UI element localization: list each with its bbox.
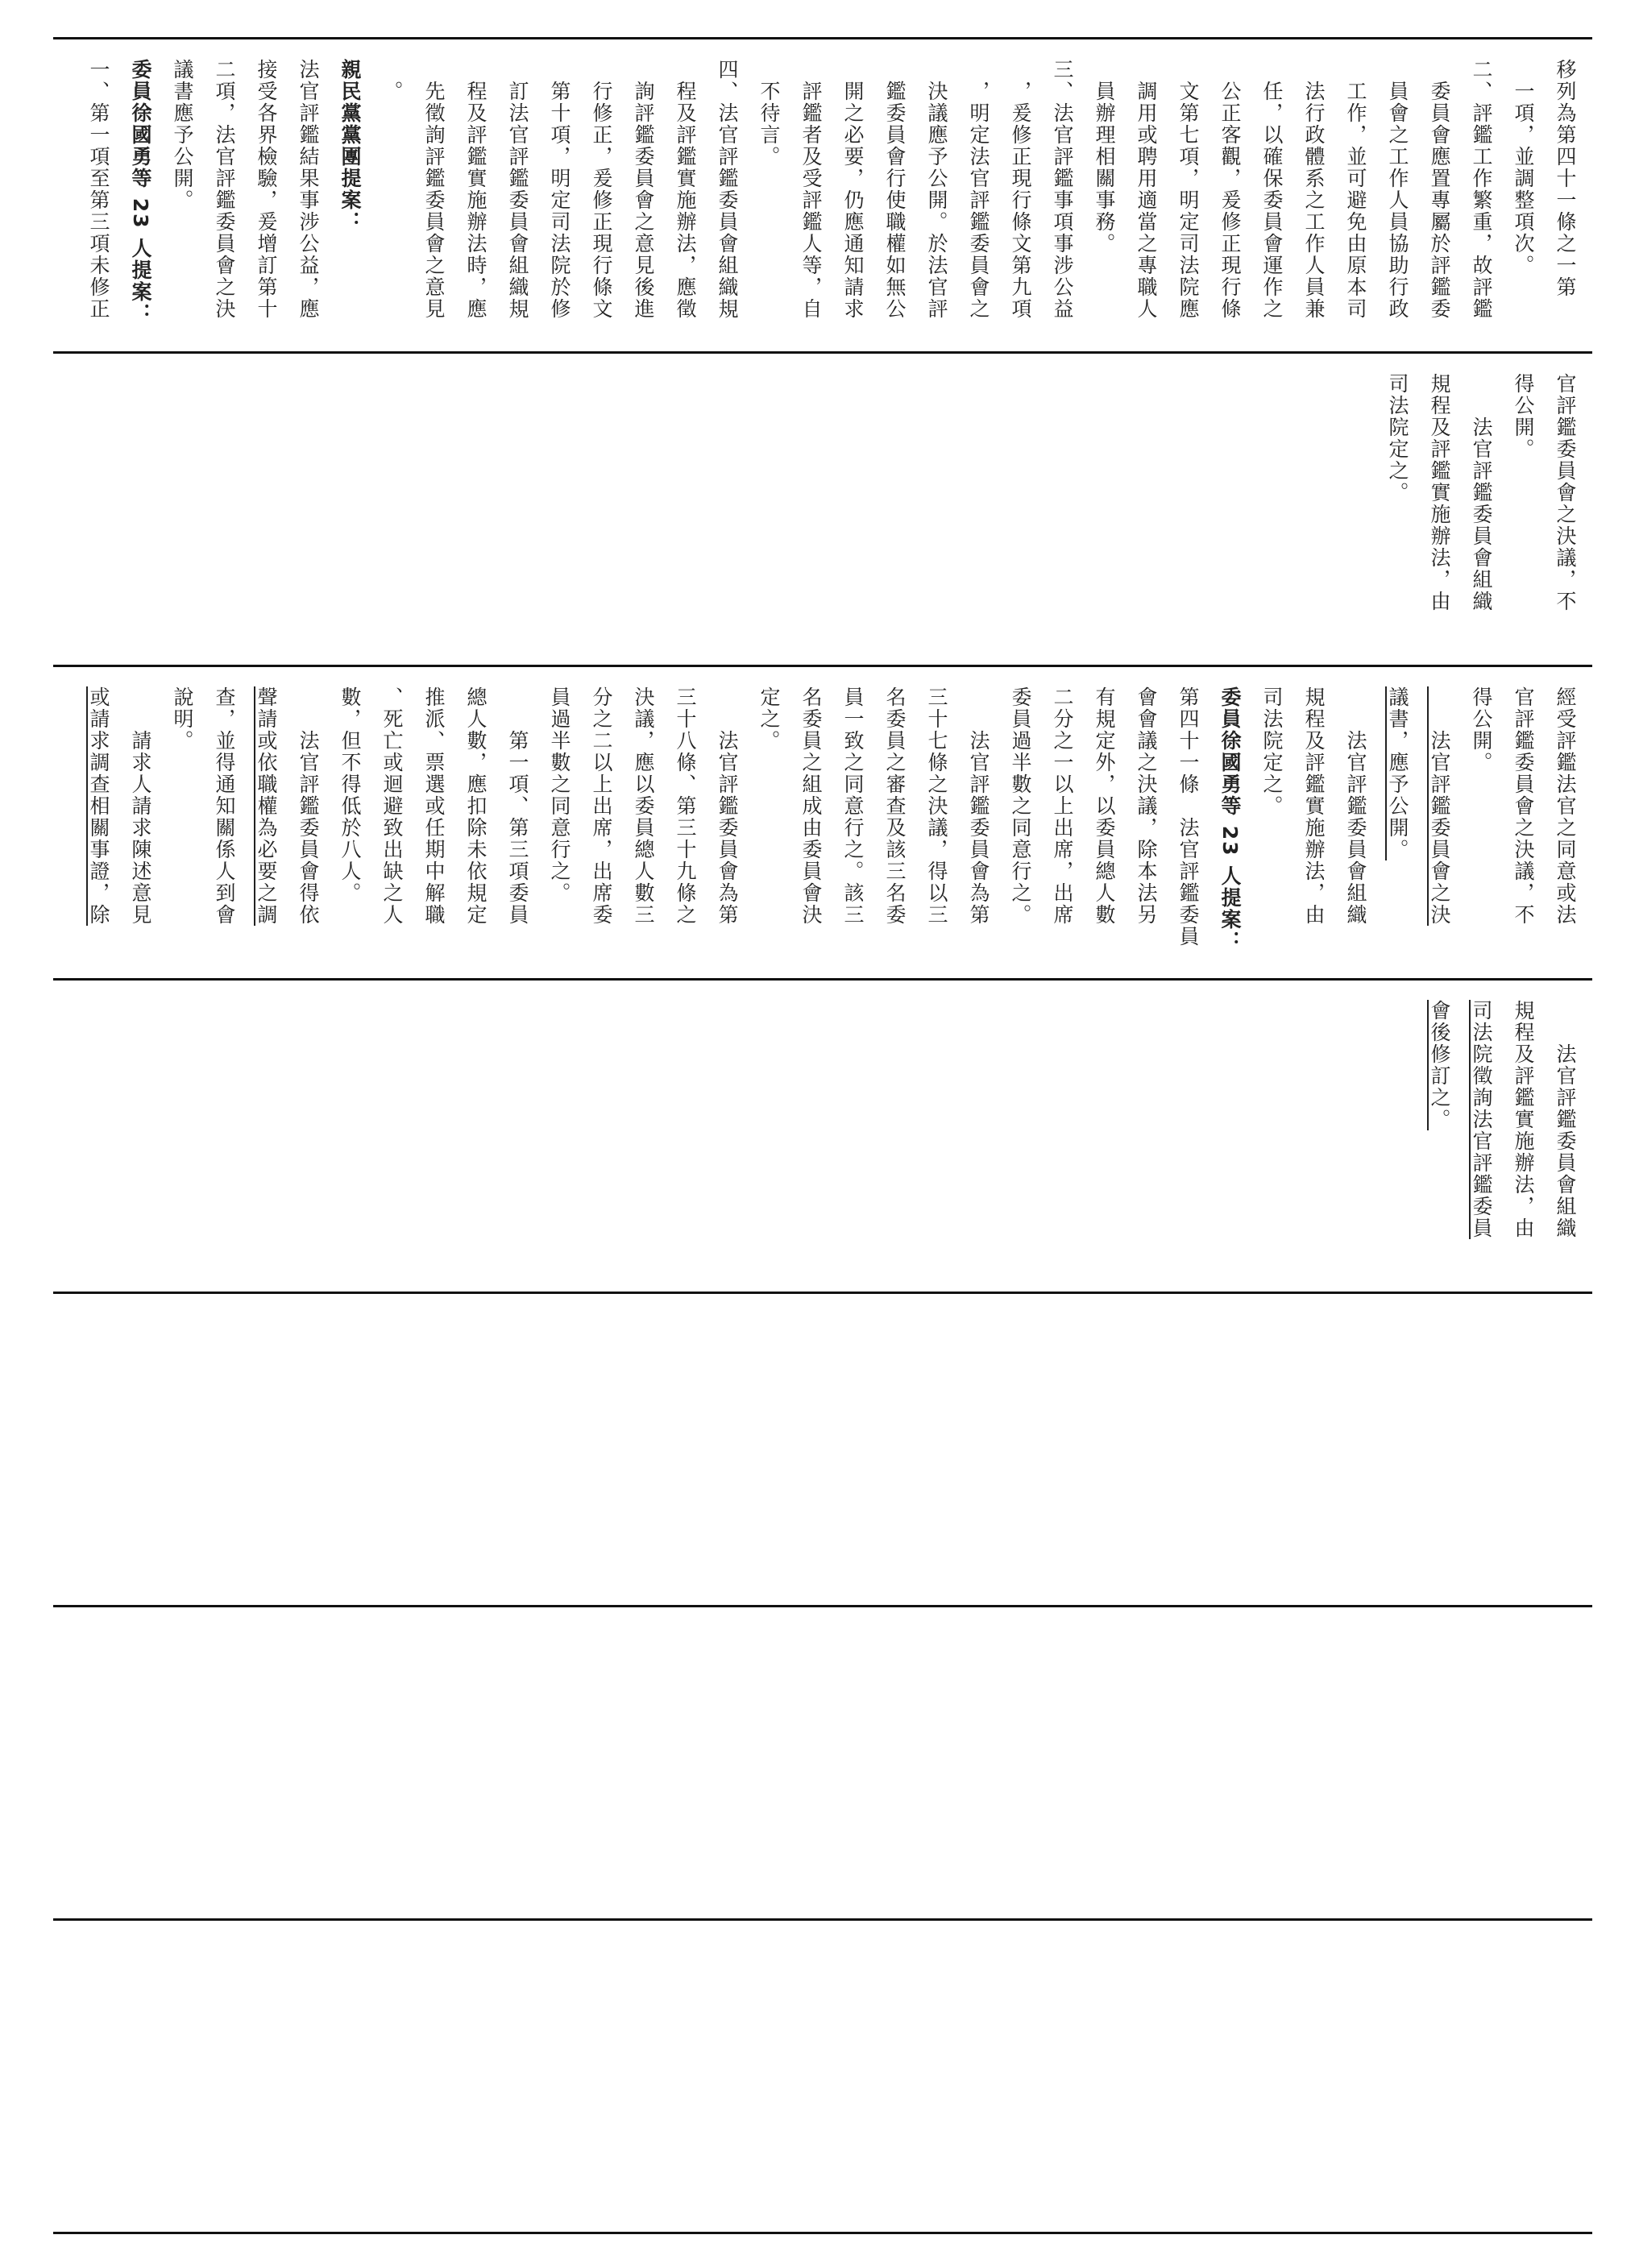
text-line: 決議應予公開。於法官評: [925, 59, 948, 320]
text-line: 先徵詢評鑑委員會之意見: [422, 59, 446, 320]
text-line: 二、評鑑工作繁重，故評鑑: [1470, 59, 1493, 320]
text-line: 法官評鑑委員會組織: [1470, 373, 1493, 612]
text-line: 法行政體系之工作人員兼: [1302, 59, 1326, 320]
text-line: 二分之一以上出席，出席: [1051, 686, 1074, 926]
text-line: 有規定外，以委員總人數: [1093, 686, 1116, 926]
text-line: 移列為第四十一條之一第: [1554, 59, 1577, 298]
text-line: 總人數，應扣除未依規定: [464, 686, 488, 926]
text-line: 任，以確保委員會運作之: [1260, 59, 1284, 320]
proposal-heading: 委員徐國勇等 23 人提案：: [129, 59, 152, 325]
text-line: 查，並得通知關係人到會: [213, 686, 236, 926]
text-line: 工作，並可避免由原本司: [1344, 59, 1367, 320]
text-line: 文第七項，明定司法院應: [1176, 59, 1200, 320]
text-line: 員過半數之同意行之。: [548, 686, 571, 904]
text-line: 員會之工作人員協助行政: [1386, 59, 1409, 320]
text-line: 程及評鑑實施辦法，應徵: [674, 59, 697, 320]
text-line: 經受評鑑法官之同意或法: [1554, 686, 1577, 926]
text-line: 鑑委員會行使職權如無公: [883, 59, 907, 320]
text-line: 官評鑑委員會之決議，不: [1512, 686, 1535, 926]
text-line: 第十項，明定司法院於修: [548, 59, 571, 320]
text-line: 接受各界檢驗，爰增訂第十: [255, 59, 278, 320]
text-line: 規程及評鑑實施辦法，由: [1302, 686, 1326, 926]
text-line: 司法院定之。: [1260, 686, 1284, 817]
text-line: 一項，並調整項次。: [1512, 59, 1535, 276]
text-line: 分之二以上出席，出席委: [590, 686, 613, 926]
row-1-text: [77, 59, 1586, 344]
text-line: 不待言。: [757, 59, 781, 168]
proposal-heading: 親民黨黨團提案：: [338, 59, 362, 233]
text-line: 三十八條、第三十九條之: [674, 686, 697, 926]
table-row-6: [53, 1607, 1592, 1918]
row-3-text: [77, 686, 1586, 972]
text-line: 第一項、第三項委員: [506, 686, 529, 926]
text-line: 法官評鑑委員會為第: [716, 686, 739, 926]
text-line: 名委員之組成由委員會決: [799, 686, 823, 926]
text-line: 法官評鑑委員會得依: [297, 686, 320, 926]
text-line: 議書，應予公開。: [1386, 686, 1409, 860]
text-line: 聲請或依職權為必要之調: [255, 686, 278, 926]
proposal-heading: 委員徐國勇等 23 人提案：: [1218, 686, 1242, 953]
table-rule-bottom: [53, 2232, 1592, 2234]
text-line: 司法院徵詢法官評鑑委員: [1470, 1000, 1493, 1239]
text-line: 開之必要，仍應通知請求: [841, 59, 865, 320]
text-line: 請求人請求陳述意見: [129, 686, 152, 926]
text-line: 定之。: [757, 686, 781, 752]
text-line: 員一致之同意行之。該三: [841, 686, 865, 926]
text-line: 司法院定之。: [1386, 373, 1409, 504]
text-line: 得公開。: [1512, 373, 1535, 460]
text-line: 說明。: [171, 686, 194, 752]
text-line: 規程及評鑑實施辦法，由: [1512, 1000, 1535, 1239]
text-line: 會後修訂之。: [1428, 1000, 1451, 1130]
text-line: 一、第一項至第三項未修正: [87, 59, 110, 320]
text-line: 委員過半數之同意行之。: [1009, 686, 1032, 926]
text-line: 四、法官評鑑委員會組織規: [716, 59, 739, 320]
text-line: 得公開。: [1470, 686, 1493, 773]
table-row-5: [53, 1294, 1592, 1605]
text-line: 官評鑑委員會之決議，不: [1554, 373, 1577, 612]
text-line: 三十七條之決議，得以三: [925, 686, 948, 926]
text-line: 數，但不得低於八人。: [338, 686, 362, 904]
text-line: 員辦理相關事務。: [1093, 59, 1116, 255]
table-row-1: [53, 39, 1592, 351]
text-line: 。: [380, 59, 404, 102]
text-line: 調用或聘用適當之專職人: [1135, 59, 1158, 320]
text-line: 會會議之決議，除本法另: [1135, 686, 1158, 926]
table-row-7: [53, 1921, 1592, 2232]
text-line: 行修正，爰修正現行條文: [590, 59, 613, 320]
text-line: 或請求調查相關事證，除: [87, 686, 110, 926]
text-line: 法官評鑑委員會為第: [967, 686, 990, 926]
text-line: 詢評鑑委員會之意見後進: [632, 59, 655, 320]
text-line: 公正客觀，爰修正現行條: [1218, 59, 1242, 320]
text-line: 決議，應以委員總人數三: [632, 686, 655, 926]
row-2-text: [1376, 373, 1586, 658]
text-line: 第四十一條 法官評鑑委員: [1176, 686, 1200, 947]
text-line: 程及評鑑實施辦法時，應: [464, 59, 488, 320]
text-line: ，明定法官評鑑委員會之: [967, 59, 990, 320]
text-line: 、死亡或迴避致出缺之人: [380, 686, 404, 926]
table-row-2: [53, 354, 1592, 665]
table-row-3: [53, 667, 1592, 978]
row-4-text: [1418, 1000, 1586, 1285]
text-line: ，爰修正現行條文第九項: [1009, 59, 1032, 320]
text-line: 訂法官評鑑委員會組織規: [506, 59, 529, 320]
text-line: 委員會應置專屬於評鑑委: [1428, 59, 1451, 320]
text-line: 法官評鑑委員會之決: [1428, 686, 1451, 926]
table-row-4: [53, 981, 1592, 1292]
text-line: 三、法官評鑑事項事涉公益: [1051, 59, 1074, 320]
text-line: 規程及評鑑實施辦法，由: [1428, 373, 1451, 612]
text-line: 議書應予公開。: [171, 59, 194, 211]
text-line: 推派、票選或任期中解職: [422, 686, 446, 926]
text-line: 名委員之審查及該三名委: [883, 686, 907, 926]
text-line: 法官評鑑結果事涉公益，應: [297, 59, 320, 320]
text-line: 法官評鑑委員會組織: [1344, 686, 1367, 926]
text-line: 法官評鑑委員會組織: [1554, 1000, 1577, 1239]
text-line: 評鑑者及受評鑑人等，自: [799, 59, 823, 320]
text-line: 二項，法官評鑑委員會之決: [213, 59, 236, 320]
